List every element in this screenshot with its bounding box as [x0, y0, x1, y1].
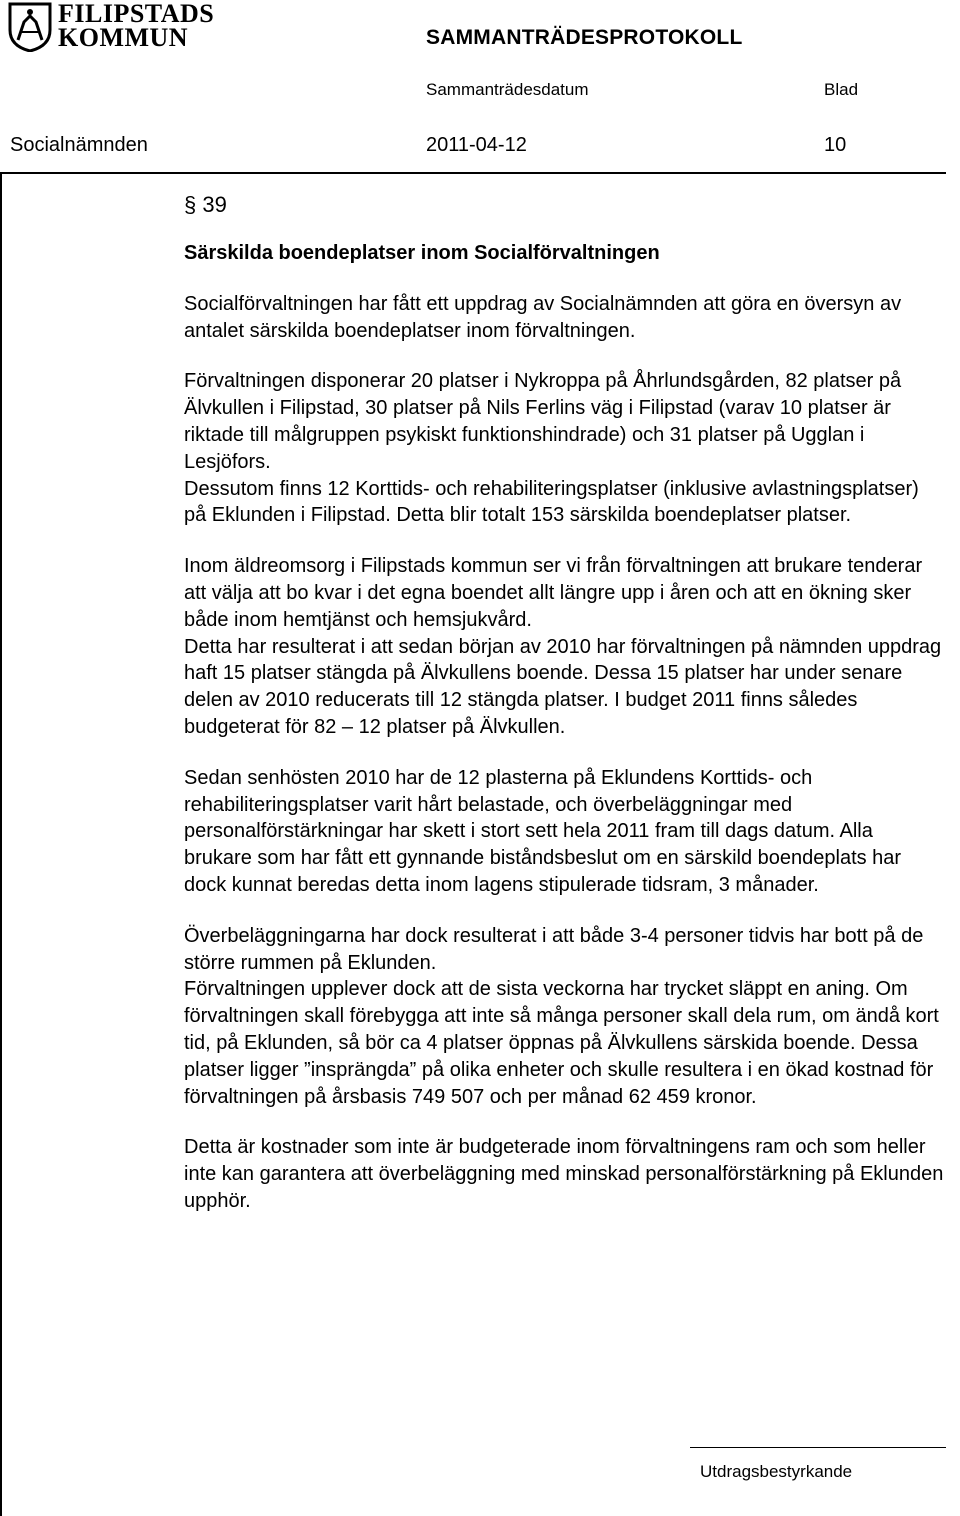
logo-line-1: FILIPSTADS [58, 0, 215, 28]
logo-line-2: KOMMUN [58, 23, 189, 52]
coat-of-arms-icon [8, 2, 52, 52]
protocol-body [184, 240, 944, 1239]
committee-name: Socialnämnden [10, 134, 148, 156]
paragraph [184, 1134, 944, 1214]
paragraph-text: Socialförvaltningen har fått ett uppdrag av Socialnämnden att göra en översyn av antalet särskilda boendeplatser inom förvaltningen. [184, 292, 902, 342]
paragraph-text: Detta har resulterat i att sedan början av 2010 har förvaltningen på nämnden uppdrag haft 15 platser stängda på Älvkullens boende. Dessa 15 platser har under senare delen av 2010 reducerats till 12 stängda platser. I budget 2011 finns således budgeterat för 82 – 12 platser på Älvkullen. [184, 635, 942, 738]
meeting-date-label: Sammanträdesdatum [426, 80, 589, 99]
municipality-logo [8, 2, 218, 54]
paragraph-number: § 39 [184, 192, 227, 217]
section-title: Särskilda boendeplatser inom Socialförvaltningen [184, 242, 660, 264]
paragraph-text: Förvaltningen disponerar 20 platser i Nykroppa på Åhrlundsgården, 82 platser på Älvkullen i Filipstad, 30 platser på Nils Ferlins väg i Filipstad (varav 10 platser är riktade till målgruppen psykiskt funktionshindrade) och 31 platser på Ugglan i Lesjöfors. [184, 370, 902, 473]
meeting-date: 2011-04-12 [426, 134, 527, 156]
paragraph [184, 553, 944, 741]
paragraph-text: Sedan senhösten 2010 har de 12 plasterna på Eklundens Korttids- och rehabiliteringsplatser varit hårt belastade, och överbeläggningar med personalförstärkningar har skett i stort sett hela 2011 fram till dags datum. Alla brukare som har fått ett gynnande biståndsbeslut om en särskild boendeplats har dock kunnat beredas detta inom lagens stipulerade tidsram, 3 månader. [184, 766, 902, 896]
paragraph [184, 765, 944, 899]
document-title: SAMMANTRÄDESPROTOKOLL [426, 26, 743, 49]
certification-label: Utdragsbestyrkande [700, 1462, 853, 1481]
paragraph-text: Överbeläggningarna har dock resulterat i att både 3-4 personer tidvis har bott på de större rummen på Eklunden. [184, 924, 924, 974]
paragraph-text: Detta är kostnader som inte är budgeterade inom förvaltningens ram och som heller inte kan garantera att överbeläggning med minskad personalförstärkning på Eklunden upphör. [184, 1136, 944, 1212]
paragraph [184, 368, 944, 529]
footer-divider [690, 1447, 946, 1448]
paragraph-text: Förvaltningen upplever dock att de sista veckorna har trycket släppt en aning. Om förvaltningen skall förebygga att inte så många personer skall dela rum, om ändå kort tid, på Eklunden, så bör ca 4 platser öppnas på Älvkullens särskida boende. Dessa platser ligger ”insprängda” på olika enheter och skulle resultera i en ökad kostnad för förvaltningen på årsbasis 749 507 och per månad 62 459 kronor. [184, 978, 939, 1108]
paragraph-text: Inom äldreomsorg i Filipstads kommun ser vi från förvaltningen att brukare tenderar att välja att bo kvar i det egna boendet allt längre upp i åren och att en ökning sker både inom hemtjänst och hemsjukvård. [184, 555, 923, 631]
paragraph [184, 291, 944, 345]
page-label: Blad [824, 80, 859, 99]
header-divider [0, 172, 946, 174]
paragraph-list [184, 291, 944, 1215]
paragraph-text: Dessutom finns 12 Korttids- och rehabiliteringsplatser (inklusive avlastningsplatser) på Eklunden i Filipstad. Detta blir totalt 153 särskilda boendeplatser platser. [184, 477, 919, 527]
logo-wordmark [58, 2, 214, 50]
page-number: 10 [824, 134, 847, 156]
paragraph [184, 923, 944, 1111]
margin-divider [0, 172, 2, 1516]
